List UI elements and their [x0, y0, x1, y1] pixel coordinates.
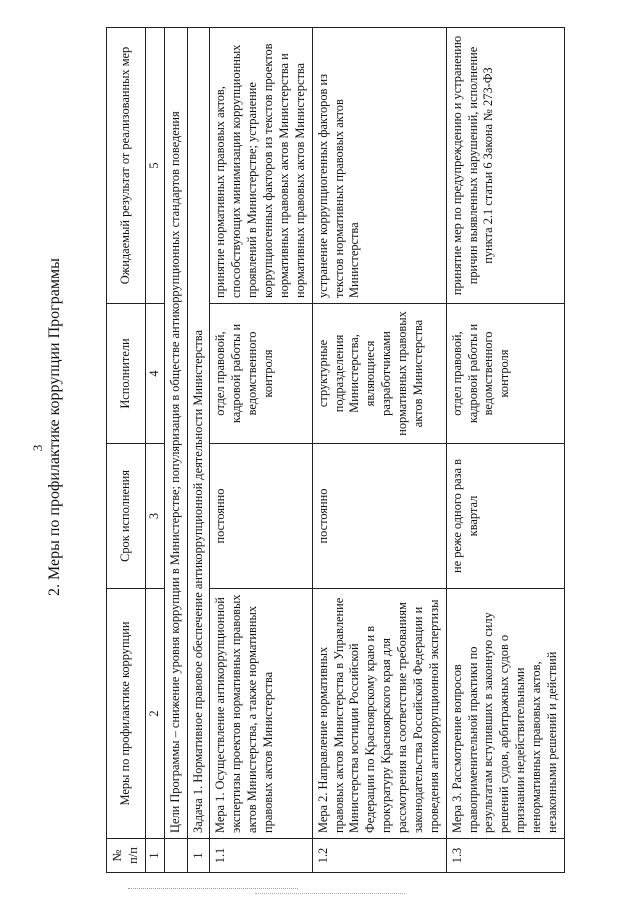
column-number: 5	[145, 28, 164, 304]
scan-artifact	[255, 893, 405, 894]
header-row	[107, 28, 146, 873]
header-deadline: Срок исполнения	[107, 444, 146, 589]
header-number: № п/п	[107, 839, 146, 873]
deadline-cell: постоянно	[312, 444, 446, 589]
goal-text: Цели Программы – снижение уровня коррупции в Министерстве; популяризация в обществе антикоррупционных стандартов поведения	[164, 28, 187, 839]
goal-row	[164, 28, 187, 873]
column-number: 4	[145, 304, 164, 444]
row-number: 1.3	[446, 839, 564, 873]
header-measures: Меры по профилактике коррупции	[107, 589, 146, 839]
task-text: Задача 1. Нормативное правовое обеспечение антикоррупционной деятельности Министерства	[187, 28, 210, 839]
table-row	[312, 28, 446, 873]
table-row	[446, 28, 564, 873]
row-number: 1.2	[312, 839, 446, 873]
executors-cell: отдел правовой, кадровой работы и ведомственного контроля	[210, 304, 312, 444]
page-number: 3	[30, 444, 45, 452]
header-executors: Исполнители	[107, 304, 146, 444]
table-row	[210, 28, 312, 873]
result-cell: устранение коррупциогенных факторов из текстов нормативных правовых актов Министерства	[312, 28, 446, 304]
measure-cell: Мера 1. Осуществление антикоррупционной экспертизы проектов нормативных правовых актов Министерства, а также нормативных правовых актов Министерства	[210, 589, 312, 839]
measure-cell: Мера 2. Направление нормативных правовых актов Министерства в Управление Министерства юстиции Российской Федерации по Красноярскому краю и в прокуратуру Красноярского края для рассмотрения на соответствие требованиям законодательства Российской Федерации и проведения антикоррупционной экспертизы	[312, 589, 446, 839]
rotated-table-container	[106, 28, 626, 873]
result-cell: принятие нормативных правовых актов, способствующих минимизации коррупционных проявлений в Министерстве; устранение коррупциогенных факторов из текстов проектов нормативных правовых актов Министерства и нормативных правовых актов Министерства	[210, 28, 312, 304]
measure-cell: Мера 3. Рассмотрение вопросов правоприменительной практики по результатам вступивших в законную силу решений судов, арбитражных судов о признании недействительными ненормативных правовых актов, незаконными решений и действий	[446, 589, 564, 839]
column-number: 3	[145, 444, 164, 589]
result-cell: принятие мер по предупреждению и устранению причин выявленных нарушений, исполнение пункта 2.1 статьи 6 Закона № 273-ФЗ	[446, 28, 564, 304]
goal-row-index	[164, 839, 187, 873]
deadline-cell: не реже одного раза в квартал	[446, 444, 564, 589]
task-row	[187, 28, 210, 873]
column-number: 1	[145, 839, 164, 873]
measures-table	[106, 27, 565, 873]
column-number-row	[145, 28, 164, 873]
column-number: 2	[145, 589, 164, 839]
executors-cell: структурные подразделения Министерства, являющиеся разработчиками нормативных правовых актов Министерства	[312, 304, 446, 444]
header-result: Ожидаемый результат от реализованных мер	[107, 28, 146, 304]
section-heading: 2. Меры по профилактике коррупции Программы	[46, 258, 63, 596]
row-number: 1.1	[210, 839, 312, 873]
deadline-cell: постоянно	[210, 444, 312, 589]
scan-artifact	[128, 888, 298, 889]
task-number: 1	[187, 839, 210, 873]
executors-cell: отдел правовой, кадровой работы и ведомственного контроля	[446, 304, 564, 444]
